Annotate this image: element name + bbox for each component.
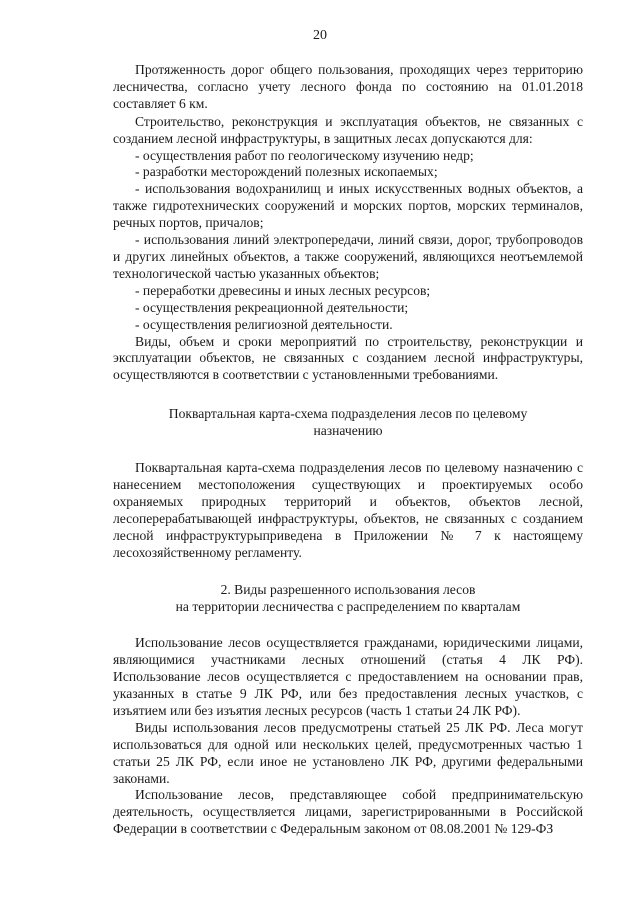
page-number: 20 [313, 28, 327, 43]
list-item-power-lines: - использования линий электропередачи, линий связи, дорог, трубопроводов и других линейных объектов, а также сооружений, являющихся неотъемлемой технологической частью указанных объектов; [113, 232, 583, 281]
paragraph-map-description: Поквартальная карта-схема подразделения лесов по целевому назначению с нанесением местоположения существующих и проектируемых особо охраняемых природных территорий и объектов, объектов лесной, лесоперерабатывающей инфраструктуры, объектов, не связанных с созданием лесной инфраструктурыприведена в Приложении № 7 к настоящему лесохозяйственному регламенту. [113, 460, 583, 560]
paragraph-construction-intro: Строительство, реконструкция и эксплуатация объектов, не связанных с созданием лесной инфраструктуры, в защитных лесах допускаются для: [113, 113, 583, 146]
paragraph-roads-length: Протяженность дорог общего пользования, проходящих через территорию лесничества, согласно учету лесного фонда по состоянию на 01.01.2018 составляет 6 км. [113, 62, 583, 111]
paragraph-construction-requirements: Виды, объем и сроки мероприятий по строительству, реконструкции и эксплуатации объектов, не связанных с созданием лесной инфраструктуры, осуществляются в соответствии с установленными требованиями. [113, 333, 583, 383]
list-item-geology: - осуществления работ по геологическому изучению недр; [135, 147, 474, 163]
list-item-minerals: - разработки месторождений полезных ископаемых; [135, 164, 438, 180]
list-item-recreation: - осуществления рекреационной деятельности; [135, 299, 409, 315]
paragraph-entrepreneurial-use: Использование лесов, представляющее собой предпринимательскую деятельность, осуществляется лицами, зарегистрированными в Российской Федерации в соответствии с Федеральным законом от 08.08.2001 № 129-ФЗ [113, 787, 583, 837]
paragraph-forest-use-participants: Использование лесов осуществляется гражданами, юридическими лицами, являющимися участниками лесных отношений (статья 4 ЛК РФ). Использование лесов осуществляется с предоставлением на основании прав, указанных в статье 9 ЛК РФ, или без предоставления лесных участков, с изъятием или без изъятия лесных ресурсов (часть 1 статьи 24 ЛК РФ). [113, 635, 583, 718]
list-item-wood-processing: - переработки древесины и иных лесных ресурсов; [135, 282, 431, 298]
section-heading-permitted-use: 2. Виды разрешенного использования лесов на территории лесничества с распределением по кварталам [175, 582, 521, 615]
paragraph-forest-use-types: Виды использования лесов предусмотрены статьей 25 ЛК РФ. Леса могут использоваться для одной или нескольких целей, предусмотренных частью 1 статьи 25 ЛК РФ, если иное не установлено ЛК РФ, другими федеральными законами. [113, 719, 583, 786]
list-item-reservoirs: - использования водохранилищ и иных искусственных водных объектов, а также гидротехнических сооружений и морских портов, морских терминалов, речных портов, причалов; [113, 181, 583, 231]
section-heading-map: Поквартальная карта-схема подразделения лесов по целевому назначению [168, 406, 528, 439]
document-body [113, 62, 583, 838]
list-item-religious: - осуществления религиозной деятельности. [135, 316, 393, 332]
